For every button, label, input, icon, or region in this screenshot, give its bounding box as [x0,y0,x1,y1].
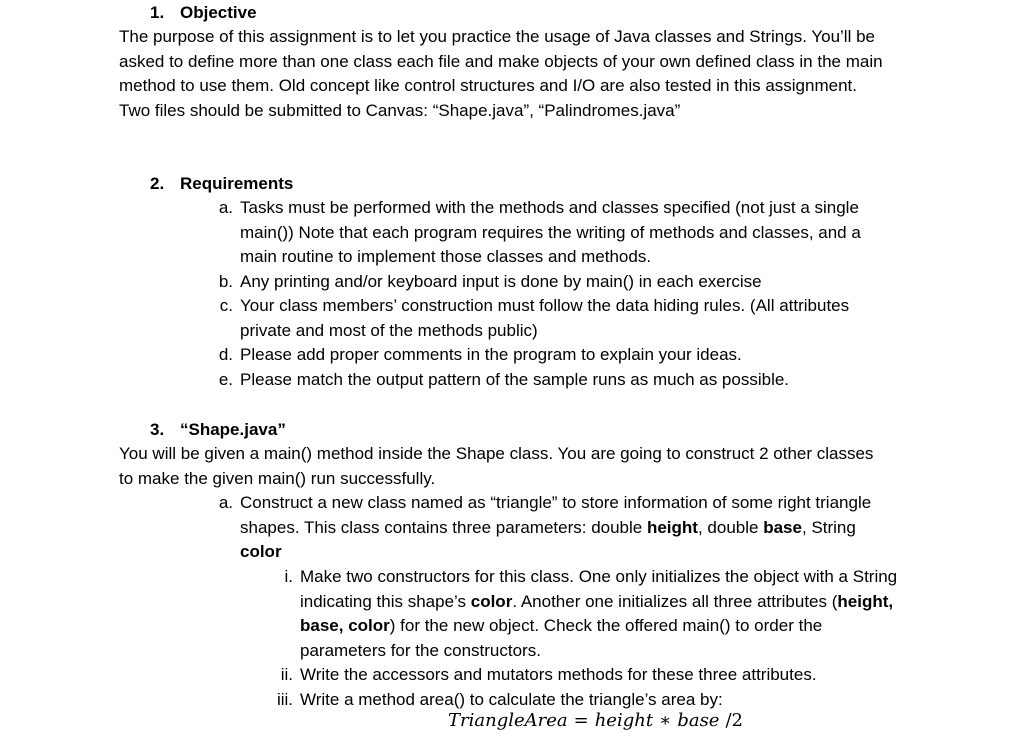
list-marker: d. [218,345,233,364]
list-marker: ii. [280,665,293,684]
section-number: 1. [150,3,165,22]
section-title: Objective [180,3,257,22]
section-heading-objective [150,1,257,26]
list-item-text: Please match the output pattern of the sample runs as much as possible. [240,369,790,389]
list-item [267,565,907,663]
bold-term: base [763,517,802,537]
list-marker: c. [219,296,233,315]
section-heading-requirements [150,172,293,197]
objective-paragraph: The purpose of this assignment is to let you practice the usage of Java classes and Strings. You’ll be asked to define more than one class each file and make objects of your own defined class in the main method to use them. Old concept like control structures and I/O are also tested in this assignment. [119,27,883,95]
submission-paragraph: Two files should be submitted to Canvas: “Shape.java”, “Palindromes.java” [119,100,681,120]
bold-term: color [470,591,513,611]
bold-term: height [646,517,698,537]
list-item-text: Write a method area() to calculate the triangle’s area by: [300,689,723,709]
section-title: Requirements [180,174,294,193]
formula-lhs: TriangleArea [448,710,568,731]
formula-equals: = [573,710,589,731]
list-item-text: Write the accessors and mutators methods for these three attributes. [300,665,817,684]
list-item [209,368,869,393]
list-item [209,196,869,270]
triangle-area-formula [448,709,743,734]
formula-height: height [594,710,654,731]
shape-intro [119,442,879,491]
bold-term: color [240,542,282,561]
triangle-subtask-list [267,565,907,712]
list-item [209,294,869,343]
list-marker: i. [284,567,293,586]
shape-task-list [209,491,879,565]
list-item-text: Construct a new class named as “triangle” to store information of some right triangle shapes. This class contains three parameters: double height, double base, String color [240,493,872,561]
list-item [209,270,869,295]
list-marker: b. [218,271,233,291]
formula-multiply: ∗ [659,710,672,731]
shape-intro-paragraph: You will be given a main() method inside the Shape class. You are going to construct 2 other classes to make the given main() run successfully. [119,444,874,488]
list-marker: iii. [276,689,293,709]
section-number: 3. [150,420,165,439]
section-number: 2. [150,174,165,193]
list-item-text: Tasks must be performed with the methods and classes specified (not just a single main()) Note that each program requires the writing of methods and classes, and a main routine to implement those classes and methods. [240,198,861,266]
section-title: “Shape.java” [180,420,286,439]
section-heading-shape-java [150,418,286,443]
list-item [267,663,907,688]
list-marker: e. [218,369,233,389]
list-marker: a. [218,493,233,512]
formula-base: base [677,710,720,731]
list-item-text: Make two constructors for this class. One only initializes the object with a String indicating this shape’s color. Another one initializes all three attributes (height, base, color) for the new object. Check the offered main() to order the parameters for the constructors. [300,567,898,660]
list-item-text: Any printing and/or keyboard input is done by main() in each exercise [240,271,762,291]
formula-divide: /2 [725,710,743,731]
list-item [209,343,869,368]
requirements-list [209,196,869,392]
list-item-text: Your class members’ construction must follow the data hiding rules. (All attributes private and most of the methods public) [240,296,850,340]
list-item-text: Please add proper comments in the program to explain your ideas. [240,345,742,364]
objective-text [119,25,919,123]
list-marker: a. [218,198,233,217]
list-item [209,491,879,565]
bold-term: height, base, color [300,591,894,635]
